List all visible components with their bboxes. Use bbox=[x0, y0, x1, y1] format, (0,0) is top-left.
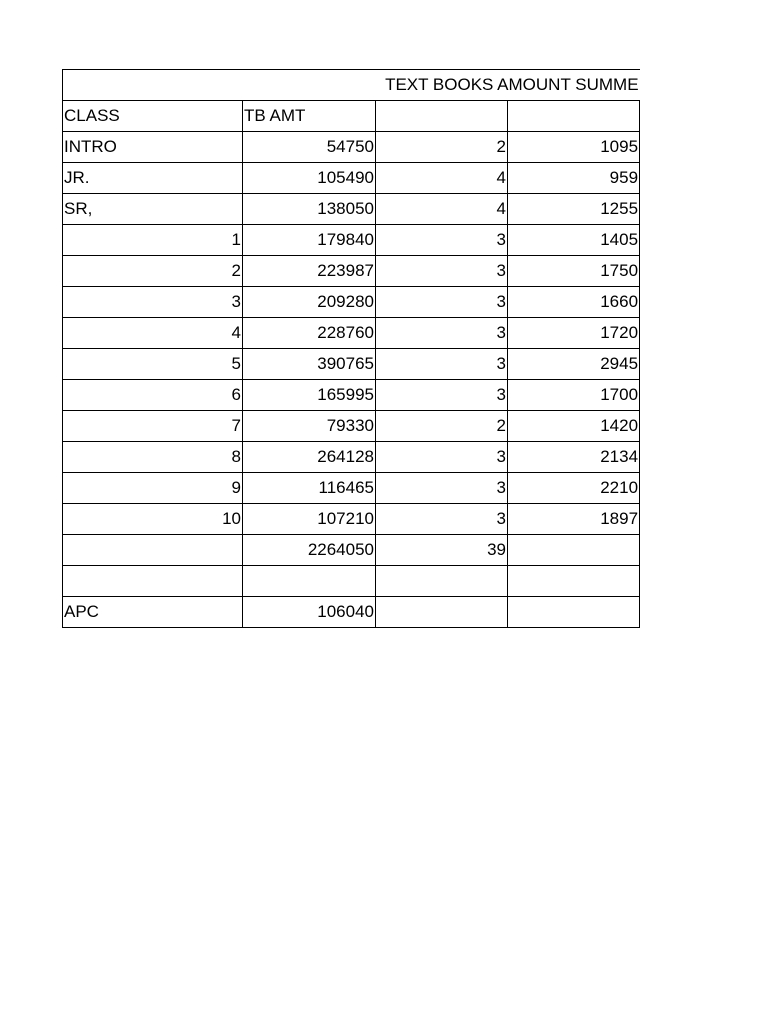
tb-amt-cell[interactable]: 179840 bbox=[243, 225, 376, 256]
count-cell[interactable]: 3 bbox=[376, 256, 508, 287]
amount-cell[interactable]: 1660 bbox=[508, 287, 640, 318]
tb-amt-cell[interactable]: 390765 bbox=[243, 349, 376, 380]
amount-cell[interactable]: 1255 bbox=[508, 194, 640, 225]
table-row bbox=[63, 163, 640, 194]
class-cell[interactable]: 7 bbox=[63, 411, 243, 442]
table-row bbox=[63, 132, 640, 163]
class-cell[interactable]: 1 bbox=[63, 225, 243, 256]
header-class[interactable]: CLASS bbox=[63, 101, 243, 132]
tb-amt-cell[interactable]: 228760 bbox=[243, 318, 376, 349]
blank-cell[interactable] bbox=[63, 566, 243, 597]
table-row bbox=[63, 349, 640, 380]
apc-row bbox=[63, 597, 640, 628]
tb-amt-cell[interactable]: 223987 bbox=[243, 256, 376, 287]
class-cell[interactable]: 4 bbox=[63, 318, 243, 349]
amount-cell[interactable]: 2945 bbox=[508, 349, 640, 380]
count-cell[interactable]: 3 bbox=[376, 442, 508, 473]
count-cell[interactable]: 4 bbox=[376, 194, 508, 225]
amount-cell[interactable]: 1720 bbox=[508, 318, 640, 349]
table-row bbox=[63, 225, 640, 256]
amount-cell[interactable]: 2210 bbox=[508, 473, 640, 504]
class-cell[interactable]: 2 bbox=[63, 256, 243, 287]
count-cell[interactable]: 3 bbox=[376, 380, 508, 411]
count-cell[interactable]: 3 bbox=[376, 225, 508, 256]
tb-amt-cell[interactable]: 79330 bbox=[243, 411, 376, 442]
amount-cell[interactable]: 2134 bbox=[508, 442, 640, 473]
class-cell[interactable]: 9 bbox=[63, 473, 243, 504]
tb-amt-cell[interactable]: 138050 bbox=[243, 194, 376, 225]
title-cell[interactable] bbox=[63, 70, 640, 101]
header-col4[interactable] bbox=[508, 101, 640, 132]
apc-count-cell[interactable] bbox=[376, 597, 508, 628]
amount-cell[interactable]: 1750 bbox=[508, 256, 640, 287]
totals-count-cell[interactable]: 39 bbox=[376, 535, 508, 566]
table-row bbox=[63, 380, 640, 411]
amount-cell[interactable]: 1700 bbox=[508, 380, 640, 411]
blank-cell[interactable] bbox=[508, 566, 640, 597]
count-cell[interactable]: 3 bbox=[376, 349, 508, 380]
count-cell[interactable]: 2 bbox=[376, 132, 508, 163]
header-row bbox=[63, 101, 640, 132]
count-cell[interactable]: 3 bbox=[376, 504, 508, 535]
table-row bbox=[63, 256, 640, 287]
table-row bbox=[63, 473, 640, 504]
header-tb-amt[interactable]: TB AMT bbox=[243, 101, 376, 132]
header-col3[interactable] bbox=[376, 101, 508, 132]
amount-cell[interactable]: 959 bbox=[508, 163, 640, 194]
table-row bbox=[63, 194, 640, 225]
totals-tb-amt-cell[interactable]: 2264050 bbox=[243, 535, 376, 566]
tb-amt-cell[interactable]: 116465 bbox=[243, 473, 376, 504]
class-cell[interactable]: 6 bbox=[63, 380, 243, 411]
class-cell[interactable]: JR. bbox=[63, 163, 243, 194]
count-cell[interactable]: 3 bbox=[376, 287, 508, 318]
tb-amt-cell[interactable]: 165995 bbox=[243, 380, 376, 411]
totals-row bbox=[63, 535, 640, 566]
apc-class-cell[interactable]: APC bbox=[63, 597, 243, 628]
class-cell[interactable]: INTRO bbox=[63, 132, 243, 163]
table-row bbox=[63, 442, 640, 473]
blank-cell[interactable] bbox=[376, 566, 508, 597]
count-cell[interactable]: 3 bbox=[376, 318, 508, 349]
tb-amt-cell[interactable]: 105490 bbox=[243, 163, 376, 194]
tb-amt-cell[interactable]: 107210 bbox=[243, 504, 376, 535]
count-cell[interactable]: 3 bbox=[376, 473, 508, 504]
amount-cell[interactable]: 1405 bbox=[508, 225, 640, 256]
text-books-table bbox=[62, 69, 640, 628]
tb-amt-cell[interactable]: 264128 bbox=[243, 442, 376, 473]
class-cell[interactable]: 5 bbox=[63, 349, 243, 380]
table-row bbox=[63, 411, 640, 442]
totals-class-cell[interactable] bbox=[63, 535, 243, 566]
title-row bbox=[63, 70, 640, 101]
class-cell[interactable]: 10 bbox=[63, 504, 243, 535]
tb-amt-cell[interactable]: 54750 bbox=[243, 132, 376, 163]
count-cell[interactable]: 2 bbox=[376, 411, 508, 442]
sheet-title: TEXT BOOKS AMOUNT SUMME bbox=[385, 75, 639, 94]
table-row bbox=[63, 318, 640, 349]
class-cell[interactable]: SR, bbox=[63, 194, 243, 225]
amount-cell[interactable]: 1897 bbox=[508, 504, 640, 535]
amount-cell[interactable]: 1420 bbox=[508, 411, 640, 442]
apc-amount-cell[interactable] bbox=[508, 597, 640, 628]
blank-row bbox=[63, 566, 640, 597]
totals-amount-cell[interactable] bbox=[508, 535, 640, 566]
count-cell[interactable]: 4 bbox=[376, 163, 508, 194]
table-row bbox=[63, 504, 640, 535]
apc-tb-amt-cell[interactable]: 106040 bbox=[243, 597, 376, 628]
class-cell[interactable]: 8 bbox=[63, 442, 243, 473]
table-row bbox=[63, 287, 640, 318]
spreadsheet bbox=[62, 69, 639, 628]
blank-cell[interactable] bbox=[243, 566, 376, 597]
class-cell[interactable]: 3 bbox=[63, 287, 243, 318]
amount-cell[interactable]: 1095 bbox=[508, 132, 640, 163]
tb-amt-cell[interactable]: 209280 bbox=[243, 287, 376, 318]
